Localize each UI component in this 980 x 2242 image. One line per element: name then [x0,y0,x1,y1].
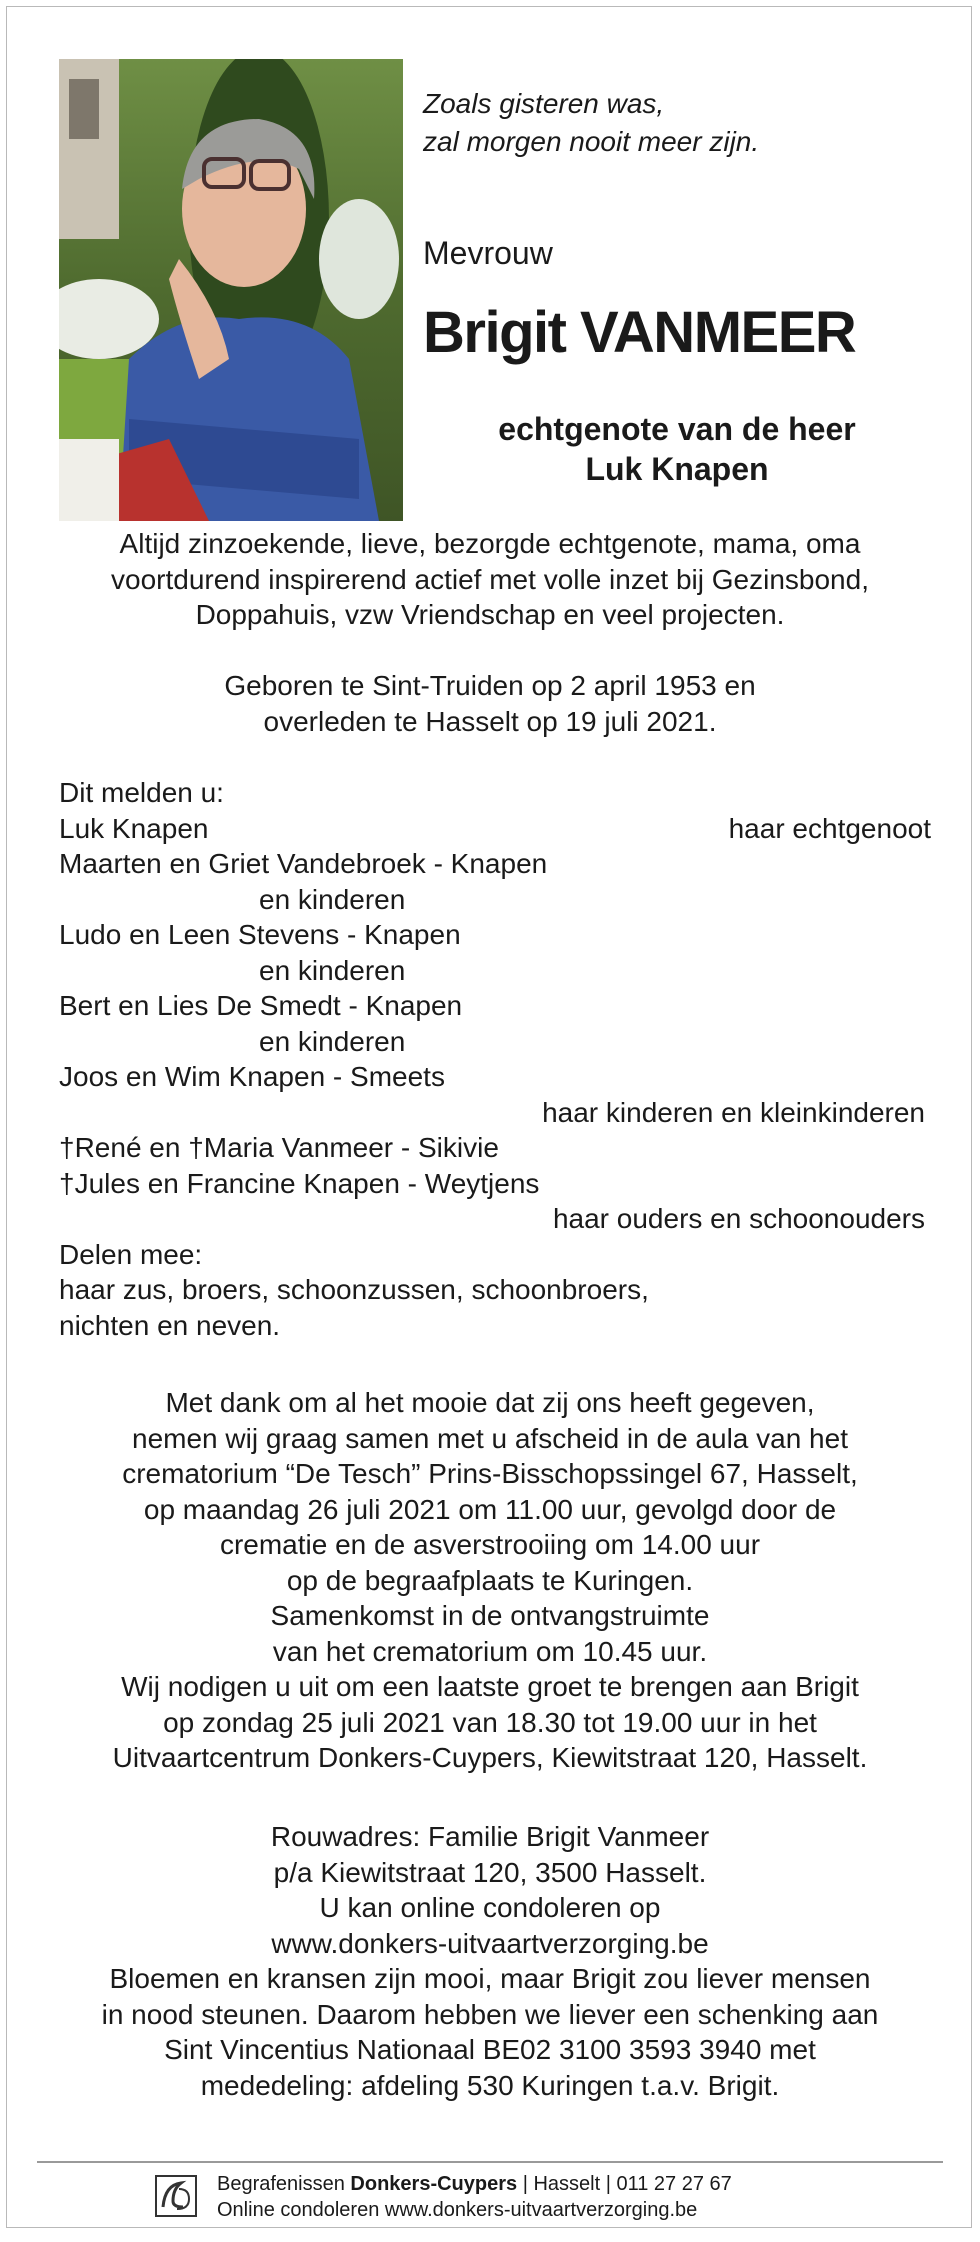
family-row [59,1130,931,1166]
ceremony-line: op maandag 26 juli 2021 om 11.00 uur, gevolgd door de [143,1493,837,1525]
family-children: en kinderen [259,883,406,915]
family-row [59,846,931,882]
tribute-line: voortdurend inspirerend actief met volle inzet bij Gezinsbond, [111,563,869,595]
share-line: nichten en neven. [59,1309,281,1341]
donation-line: mededeling: afdeling 530 Kuringen t.a.v. Brigit. [200,2069,780,2101]
family-member: Luk Knapen [59,812,209,844]
spouse-line: Luk Knapen [585,451,769,487]
portrait-photo [59,59,403,521]
family-relation: haar kinderen en kleinkinderen [542,1096,925,1128]
family-row [59,882,931,918]
ceremony-line: crematie en de asverstrooiing om 14.00 uur [219,1529,761,1560]
ceremony-line: Samenkomst in de ontvangstruimte [270,1600,710,1631]
funeral-home-logo-icon [155,2175,197,2217]
family-member: Maarten en Griet Vandebroek - Knapen [59,848,548,879]
ceremony-line: van het crematorium om 10.45 uur. [272,1635,708,1667]
family-row [59,917,931,953]
tribute-text [47,526,933,633]
quote-line: Zoals gisteren was, [423,88,665,119]
portrait-image [59,59,403,521]
ceremony-line: Met dank om al het mooie dat zij ons heeft gegeven, [165,1387,815,1418]
family-row [59,1166,931,1202]
donation-line: in nood steunen. Daarom hebben we liever een schenking aan [101,1998,879,2030]
footer-company: Donkers-Cuypers [350,2173,518,2195]
ceremony-line: crematorium “De Tesch” Prins-Bisschopssingel 67, Hasselt, [122,1458,858,1489]
family-row [59,1059,931,1095]
footer-divider [37,2161,943,2163]
family-member: Ludo en Leen Stevens - Knapen [59,919,461,950]
ceremony-text [47,1385,933,1776]
ceremony-line: op de begraafplaats te Kuringen. [286,1564,694,1596]
spouse-info [417,409,937,489]
family-row [59,988,931,1024]
date-line: overleden te Hasselt op 19 juli 2021. [263,705,717,737]
spouse-line: echtgenote van de heer [498,411,856,447]
memorial-quote [423,85,943,161]
family-announcement [59,775,931,1343]
family-row [59,1201,931,1237]
family-member: †René en †Maria Vanmeer - Sikivie [59,1132,499,1163]
donation-line: Bloemen en kransen zijn mooi, maar Brigit zou liever mensen [109,1963,871,1994]
family-member: †Jules en Francine Knapen - Weytjens [59,1167,540,1199]
ceremony-line: Uitvaartcentrum Donkers-Cuypers, Kiewitstraat 120, Hasselt. [112,1742,868,1773]
address-line: Rouwadres: Familie Brigit Vanmeer [270,1821,710,1852]
family-intro: Dit melden u: [59,777,224,808]
donation-line: Sint Vincentius Nationaal BE02 3100 3593 3940 met [164,2034,816,2065]
ceremony-line: nemen wij graag samen met u afscheid in de aula van het [132,1422,848,1454]
family-row [59,811,931,847]
share-line: haar zus, broers, schoonzussen, schoonbroers, [59,1274,649,1305]
share-intro: Delen mee: [59,1238,203,1270]
obituary-card [6,6,972,2228]
ceremony-line: op zondag 25 juli 2021 van 18.30 tot 19.00 uur in het [163,1706,817,1738]
family-relation: haar echtgenoot [728,812,931,844]
address-line: p/a Kiewitstraat 120, 3500 Hasselt. [273,1856,707,1888]
footer-contact: | Hasselt | 011 27 27 67 [517,2173,732,2195]
family-row [59,1024,931,1060]
family-children: en kinderen [259,1025,406,1057]
tribute-line: Altijd zinzoekende, lieve, bezorgde echtgenote, mama, oma [119,528,861,559]
family-relation: haar ouders en schoonouders [552,1203,925,1234]
footer-prefix: Begrafenissen [217,2173,351,2195]
quote-line: zal morgen nooit meer zijn. [423,126,760,157]
footer-line-1 [217,2171,732,2197]
address-line: U kan online condoleren op [319,1892,661,1923]
family-member: Joos en Wim Knapen - Smeets [59,1061,445,1092]
date-line: Geboren te Sint-Truiden op 2 april 1953 en [224,670,756,701]
mourning-address [47,1819,933,1961]
family-member: Bert en Lies De Smedt - Knapen [59,990,463,1021]
condolence-link[interactable]: www.donkers-uitvaartverzorging.be [271,1927,709,1959]
footer-line-2[interactable]: Online condoleren www.donkers-uitvaartverzorging.be [217,2199,698,2221]
deceased-name: Brigit VANMEER [423,300,856,365]
donation-text [47,1961,933,2103]
family-children: en kinderen [259,954,406,986]
family-row [59,1095,931,1131]
footer-text [217,2171,732,2223]
birth-death-dates [47,668,933,739]
ceremony-line: Wij nodigen u uit om een laatste groet te brengen aan Brigit [121,1671,859,1702]
tribute-line: Doppahuis, vzw Vriendschap en veel projecten. [195,599,785,630]
family-row [59,953,931,989]
title-prefix: Mevrouw [423,235,553,271]
